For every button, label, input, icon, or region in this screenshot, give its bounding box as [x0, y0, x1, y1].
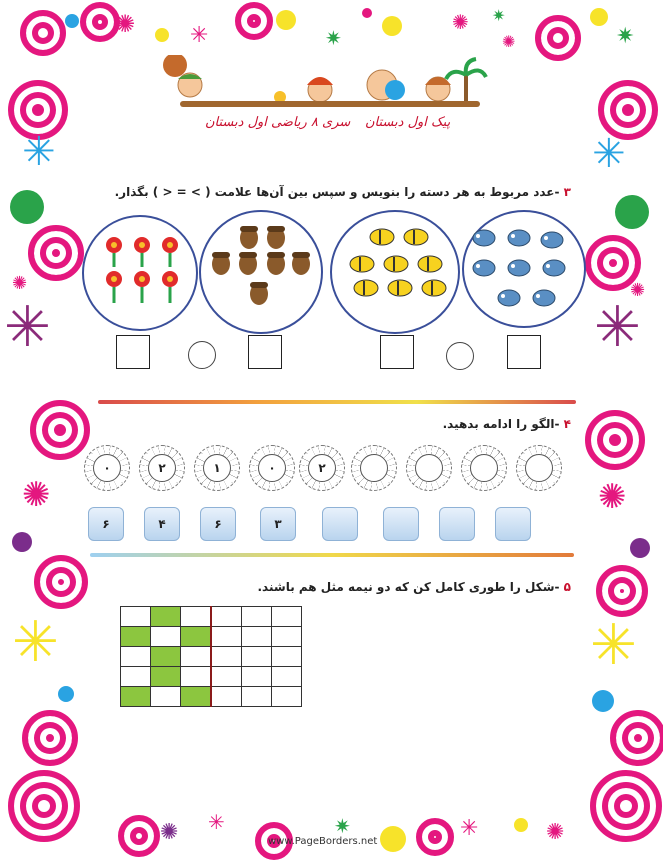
answer-box[interactable]: [507, 335, 541, 369]
grid-cell[interactable]: [181, 627, 212, 647]
grid-cell[interactable]: [121, 687, 151, 707]
grid-cell[interactable]: [121, 647, 151, 667]
starburst-decoration: ✳: [590, 613, 637, 678]
dot-decoration: [615, 195, 649, 229]
acorns-group: [199, 210, 323, 334]
flower-value: ۲: [308, 454, 336, 482]
dot-decoration: [58, 686, 74, 702]
grid-cell[interactable]: [181, 667, 212, 687]
dot-decoration: [630, 538, 650, 558]
answer-box[interactable]: [248, 335, 282, 369]
swirl-decoration: [8, 770, 80, 842]
question-4-heading: [271, 417, 571, 431]
dot-decoration: [276, 10, 296, 30]
flower-value[interactable]: [525, 454, 553, 482]
starburst-decoration: ✺: [452, 10, 469, 34]
pattern-tile[interactable]: [383, 507, 419, 541]
grid-cell[interactable]: [242, 687, 272, 707]
dot-decoration: [65, 14, 79, 28]
starburst-decoration: ✳: [12, 610, 59, 675]
starburst-decoration: ✺: [22, 475, 51, 515]
acorns-illustration: [201, 212, 321, 332]
grid-cell[interactable]: [242, 647, 272, 667]
dot-decoration: [380, 826, 406, 852]
swirl-decoration: [118, 815, 160, 857]
grid-cell[interactable]: [211, 687, 242, 707]
bees-group: [330, 210, 460, 334]
starburst-decoration: ✷: [492, 6, 506, 25]
flower-value[interactable]: [415, 454, 443, 482]
fish-group: [462, 210, 586, 328]
pattern-flower: [249, 445, 295, 491]
pattern-tile[interactable]: [322, 507, 358, 541]
flower-value: ۱: [203, 454, 231, 482]
grid-cell[interactable]: [211, 607, 242, 627]
pattern-tile: ۶: [200, 507, 236, 541]
swirl-decoration: [416, 818, 454, 856]
answer-box[interactable]: [380, 335, 414, 369]
swirl-decoration: [22, 710, 78, 766]
grid-cell[interactable]: [121, 607, 151, 627]
pattern-flower[interactable]: [406, 445, 452, 491]
question-3-heading: [101, 185, 571, 199]
grid-cell[interactable]: [272, 667, 302, 687]
question-text: -عدد مربوط به هر دسته را بنویس و سپس بین آن‌ها علامت ( > = < ) بگذار.: [114, 185, 560, 199]
swirl-decoration: [34, 555, 88, 609]
question-number: ۵: [563, 580, 571, 594]
dot-decoration: [590, 8, 608, 26]
flowers-group: [82, 215, 198, 331]
kids-illustration: [155, 55, 490, 107]
dot-decoration: [12, 532, 32, 552]
swirl-decoration: [20, 10, 66, 56]
question-number: ۳: [563, 185, 571, 199]
grid-cell[interactable]: [181, 647, 212, 667]
starburst-decoration: ✳: [190, 23, 209, 48]
starburst-decoration: ✳: [594, 295, 641, 360]
grid-cell[interactable]: [242, 607, 272, 627]
dot-decoration: [10, 190, 44, 224]
question-text: -الگو را ادامه بدهید.: [442, 417, 560, 431]
starburst-decoration: ✷: [334, 814, 351, 838]
grid-cell[interactable]: [211, 667, 242, 687]
grid-cell[interactable]: [181, 607, 212, 627]
comparison-circle[interactable]: [446, 342, 474, 370]
grid-cell[interactable]: [121, 627, 151, 647]
pattern-flower: [299, 445, 345, 491]
dot-decoration: [382, 16, 402, 36]
pattern-flower: [84, 445, 130, 491]
starburst-decoration: ✷: [325, 26, 342, 50]
grid-cell[interactable]: [242, 627, 272, 647]
pattern-flower[interactable]: [461, 445, 507, 491]
starburst-decoration: ✳: [4, 295, 51, 360]
starburst-decoration: ✷: [616, 24, 635, 49]
pattern-tile: ۶: [88, 507, 124, 541]
grid-cell[interactable]: [151, 687, 181, 707]
section-divider: [90, 553, 574, 557]
starburst-decoration: ✳: [460, 816, 479, 841]
pattern-tile: ۳: [260, 507, 296, 541]
starburst-decoration: ✺: [160, 820, 179, 845]
grid-cell[interactable]: [181, 687, 212, 707]
symmetry-grid: [120, 606, 302, 707]
bees-illustration: [332, 212, 458, 332]
starburst-decoration: ✺: [630, 280, 646, 301]
pattern-flower: [194, 445, 240, 491]
swirl-decoration: [235, 2, 273, 40]
starburst-decoration: ✳: [22, 129, 56, 175]
swirl-decoration: [585, 410, 645, 470]
starburst-decoration: ✳: [208, 810, 225, 834]
pattern-flower: [139, 445, 185, 491]
question-text: -شکل را طوری کامل کن که دو نیمه مثل هم باشند.: [257, 580, 560, 594]
grid-cell[interactable]: [211, 647, 242, 667]
pattern-tile: ۴: [144, 507, 180, 541]
header-rule: [180, 101, 480, 107]
pattern-flower[interactable]: [351, 445, 397, 491]
grid-cell[interactable]: [211, 627, 242, 647]
dot-decoration: [362, 8, 372, 18]
answer-box[interactable]: [116, 335, 150, 369]
starburst-decoration: ✺: [502, 32, 516, 51]
pattern-flower[interactable]: [516, 445, 562, 491]
starburst-decoration: ✺: [546, 820, 565, 845]
swirl-decoration: [590, 770, 662, 842]
footer-watermark: www.PageBorders.net: [268, 836, 378, 847]
grid-cell[interactable]: [151, 607, 181, 627]
swirl-decoration: [596, 565, 648, 617]
flower-value[interactable]: [360, 454, 388, 482]
grid-cell[interactable]: [151, 667, 181, 687]
swirl-decoration: [535, 15, 581, 61]
header-title: پیک اول دبستان: [365, 115, 451, 130]
grid-cell[interactable]: [151, 647, 181, 667]
question-number: ۴: [563, 417, 571, 431]
swirl-decoration: [610, 710, 663, 766]
fish-illustration: [464, 212, 584, 326]
flower-value: ۲: [148, 454, 176, 482]
starburst-decoration: ✳: [592, 131, 626, 177]
grid-cell[interactable]: [151, 627, 181, 647]
swirl-decoration: [80, 2, 120, 42]
grid-cell[interactable]: [272, 627, 302, 647]
grid-cell[interactable]: [272, 647, 302, 667]
worksheet-header: [150, 55, 495, 145]
dot-decoration: [155, 28, 169, 42]
grid-cell[interactable]: [121, 667, 151, 687]
starburst-decoration: ✺: [115, 10, 136, 38]
question-5-heading: [211, 580, 571, 594]
grid-cell[interactable]: [242, 667, 272, 687]
pattern-tile[interactable]: [495, 507, 531, 541]
grid-cell[interactable]: [272, 687, 302, 707]
comparison-circle[interactable]: [188, 341, 216, 369]
grid-cell[interactable]: [272, 607, 302, 627]
swirl-decoration: [30, 400, 90, 460]
header-subtitle: سری ۸ ریاضی اول دبستان: [205, 115, 351, 130]
flower-value[interactable]: [470, 454, 498, 482]
pattern-tile[interactable]: [439, 507, 475, 541]
swirl-decoration: [28, 225, 84, 281]
dot-decoration: [592, 690, 614, 712]
flower-value: ۰: [258, 454, 286, 482]
flower-value: ۰: [93, 454, 121, 482]
flowers-illustration: [84, 217, 196, 329]
section-divider: [98, 400, 576, 404]
dot-decoration: [514, 818, 528, 832]
starburst-decoration: ✺: [12, 273, 28, 294]
starburst-decoration: ✺: [598, 477, 627, 517]
